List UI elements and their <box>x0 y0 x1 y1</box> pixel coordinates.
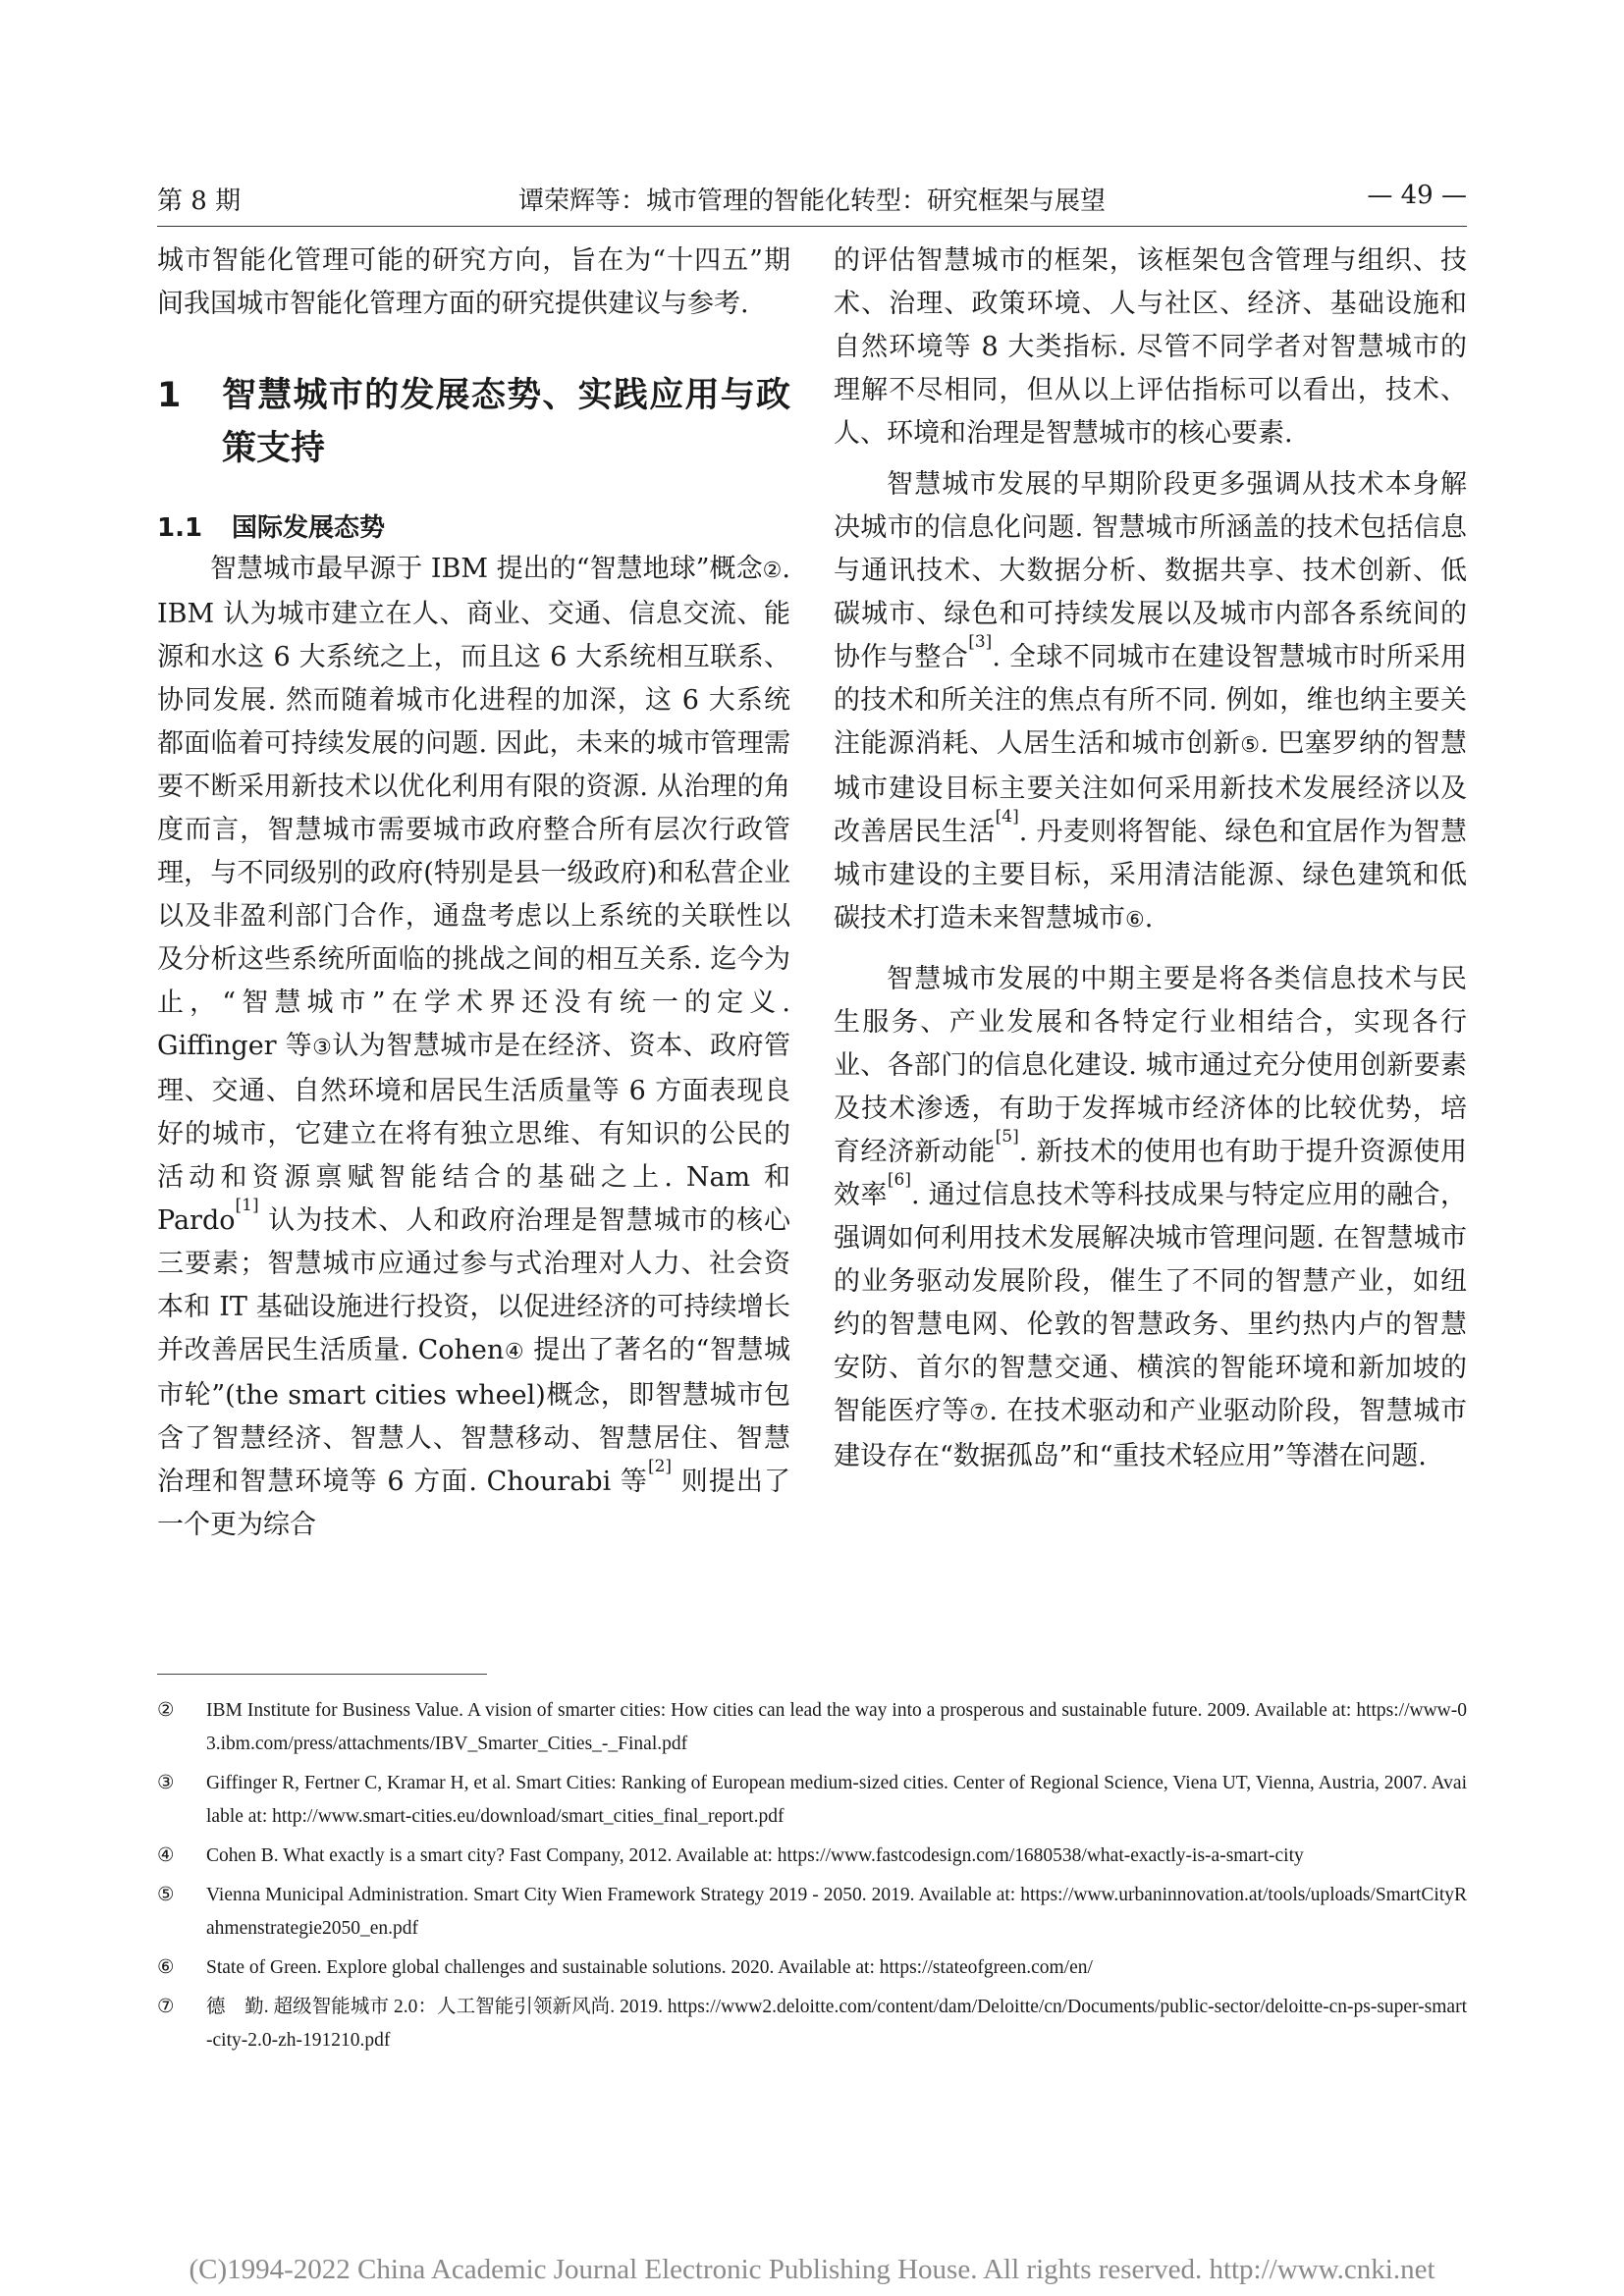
text-run: 认为智慧城市是在经济、资本、政府管理、交通、自然环境和居民生活质量等 6 方面表现良好的城市，它建立在将有独立思维、有知识的公民的活动和资源禀赋智能结合的基础之上. Nam 和 Pardo <box>157 1031 790 1236</box>
footnote-text: Cohen B. What exactly is a smart city? Fast Company, 2012. Available at: https://www.fastcodesign.com/1680538/what-exactly-is-a-smart-city <box>206 1845 1304 1866</box>
footnote-mark: ④ <box>157 1845 175 1866</box>
section-heading <box>157 369 790 475</box>
text-run: 智慧城市发展的早期阶段更多强调从技术本身解决城市的信息化问题. 智慧城市所涵盖的技术包括信息与通讯技术、大数据分析、数据共享、技术创新、低碳城市、绿色和可持续发展以及城市内部各系统间的协作与整合 <box>834 469 1467 672</box>
text-run: 智慧城市最早源于 IBM 提出的“智慧地球”概念 <box>210 554 763 584</box>
running-title: 谭荣辉等：城市管理的智能化转型：研究框架与展望 <box>517 187 1106 216</box>
footnote-text: 德 勤. 超级智能城市 2.0：人工智能引领新风尚. 2019. https://www2.deloitte.com/content/dam/Deloitte/cn/Documents/public-sector/deloitte-cn-ps-super-smart-city-2.0-zh-191210.pdf <box>206 1997 1467 2051</box>
footnote-mark: ③ <box>157 1773 175 1793</box>
footnote <box>157 1879 1467 1946</box>
footnote-mark: ⑦ <box>157 1997 175 2017</box>
footnotes <box>157 1694 1467 2063</box>
subsection-title: 国际发展态势 <box>232 513 386 543</box>
text-run: . 巴塞罗纳的智慧城市建设目标主要关注如何采用新技术发展经济以及改善居民生活 <box>834 728 1468 847</box>
text-run: . 丹麦则将智能、绿色和宜居作为智慧城市建设的主要目标，采用清洁能源、绿色建筑和低碳技术打造未来智慧城市 <box>834 817 1467 934</box>
right-column <box>834 240 1467 1478</box>
text-run: . 在技术驱动和产业驱动阶段，智慧城市建设存在“数据孤岛”和“重技术轻应用”等潜在问题. <box>834 1396 1468 1471</box>
text-run: . 全球不同城市在建设智慧城市时所采用的技术和所关注的焦点有所不同. 例如，维也纳主要关注能源消耗、人居生活和城市创新 <box>834 642 1467 759</box>
body-paragraph <box>834 463 1467 942</box>
text-run: . IBM 认为城市建立在人、商业、交通、信息交流、能源和水这 6 大系统之上，而且这 6 大系统相互联系、协同发展. 然而随着城市化进程的加深，这 6 大系统都面临着可持续发展的问题. 因此，未来的城市管理需要不断采用新技术以优化利用有限的资源. 从治理的角度而言，智慧城市需要城市政府整合所有层次行政管理，与不同级别的政府(特别是县一级政府)和私营企业以及非盈利部门合作，通盘考虑以上系统的关联性以及分析这些系统所面临的挑战之间的相互关系. 迄今为止，“智慧城市”在学术界还没有统一的定义. Giffinger 等 <box>157 554 790 1061</box>
footnote <box>157 1767 1467 1834</box>
page-number: — 49 — <box>1367 181 1467 210</box>
body-paragraph <box>157 548 790 1547</box>
footnote <box>157 1694 1467 1761</box>
issue-label: 第 8 期 <box>157 187 242 216</box>
footnote-ref[interactable]: ④ <box>504 1340 525 1364</box>
citation-ref[interactable]: [1] <box>235 1196 259 1215</box>
footnote-mark: ② <box>157 1700 175 1721</box>
footnote-rule <box>157 1674 487 1675</box>
footnote-text: Giffinger R, Fertner C, Kramar H, et al. Smart Cities: Ranking of European medium-sized cities. Center of Regional Science, Viena UT, Vienna, Austria, 2007. Available at: http://www.smart-cities.eu/download/smart_cities_final_report.pdf <box>206 1773 1467 1827</box>
footnote <box>157 1991 1467 2057</box>
subsection-number: 1.1 <box>157 513 203 543</box>
running-header <box>157 181 1467 220</box>
citation-ref[interactable]: [3] <box>968 632 993 652</box>
text-run: 认为技术、人和政府治理是智慧城市的核心三要素；智慧城市应通过参与式治理对人力、社会资本和 IT 基础设施进行投资，以促进经济的可持续增长并改善居民生活质量. Cohen <box>157 1205 790 1365</box>
body-paragraph: 的评估智慧城市的框架，该框架包含管理与组织、技术、治理、政策环境、人与社区、经济、基础设施和自然环境等 8 大类指标. 尽管不同学者对智慧城市的理解不尽相同，但从以上评估指标可以看出，技术、人、环境和治理是智慧城市的核心要素. <box>834 245 1467 449</box>
text-run: . 新技术的使用也有助于提升资源使用效率 <box>834 1137 1467 1210</box>
subsection-heading <box>157 508 790 548</box>
footnote-mark: ⑥ <box>157 1957 175 1978</box>
footnote-ref[interactable]: ③ <box>312 1036 333 1060</box>
footnote-text: Vienna Municipal Administration. Smart City Wien Framework Strategy 2019 - 2050. 2019. Available at: https://www.urbaninnovation.at/tools/uploads/SmartCityRahmenstrategie2050_en.pdf <box>206 1885 1467 1939</box>
intro-paragraph: 城市智能化管理可能的研究方向，旨在为“十四五”期间我国城市智能化管理方面的研究提供建议与参考. <box>157 245 790 319</box>
text-run: . 通过信息技术等科技成果与特定应用的融合，强调如何利用技术发展解决城市管理问题. 在智慧城市的业务驱动发展阶段，催生了不同的智慧产业，如纽约的智慧电网、伦敦的智慧政务、里约热内卢的智慧安防、首尔的智慧交通、横滨的智能环境和新加坡的智能医疗等 <box>834 1180 1467 1426</box>
citation-ref[interactable]: [6] <box>887 1170 911 1190</box>
citation-ref[interactable]: [4] <box>995 807 1019 827</box>
footnote-ref[interactable]: ⑥ <box>1125 908 1145 933</box>
footnote-ref[interactable]: ⑦ <box>969 1401 990 1425</box>
footnote-mark: ⑤ <box>157 1885 175 1905</box>
header-rule <box>157 226 1467 227</box>
footnote <box>157 1840 1467 1873</box>
text-run: 则提出了一个更为综合 <box>157 1467 790 1540</box>
copyright-line: (C)1994-2022 China Academic Journal Electronic Publishing House. All rights reserved. http://www.cnki.net <box>189 2254 1435 2285</box>
section-title: 智慧城市的发展态势、实践应用与政策支持 <box>222 376 790 468</box>
section-number: 1 <box>157 376 182 415</box>
footnote-text: State of Green. Explore global challenges and sustainable solutions. 2020. Available at: https://stateofgreen.com/en/ <box>206 1957 1093 1978</box>
body-paragraph <box>834 958 1467 1478</box>
footnote-ref[interactable]: ⑤ <box>1240 733 1261 758</box>
text-run: 提出了著名的“智慧城市轮”(the smart cities wheel)概念，即智慧城市包含了智慧经济、智慧人、智慧移动、智慧居住、智慧治理和智慧环境等 6 方面. Chourabi 等 <box>157 1335 790 1497</box>
footnote-ref[interactable]: ② <box>762 559 783 583</box>
citation-ref[interactable]: [5] <box>995 1127 1019 1147</box>
text-run: 智慧城市发展的中期主要是将各类信息技术与民生服务、产业发展和各特定行业相结合，实现各行业、各部门的信息化建设. 城市通过充分使用创新要素及技术渗透，有助于发挥城市经济体的比较优势，培育经济新动能 <box>834 964 1467 1167</box>
citation-ref[interactable]: [2] <box>647 1457 673 1476</box>
footnote-text: IBM Institute for Business Value. A vision of smarter cities: How cities can lead the way into a prosperous and sustainable future. 2009. Available at: https://www-03.ibm.com/press/attachments/IBV_Smarter_Cities_-_Final.pdf <box>206 1700 1467 1754</box>
footnote <box>157 1951 1467 1985</box>
left-column <box>157 240 790 1547</box>
text-run: . <box>1144 903 1154 934</box>
